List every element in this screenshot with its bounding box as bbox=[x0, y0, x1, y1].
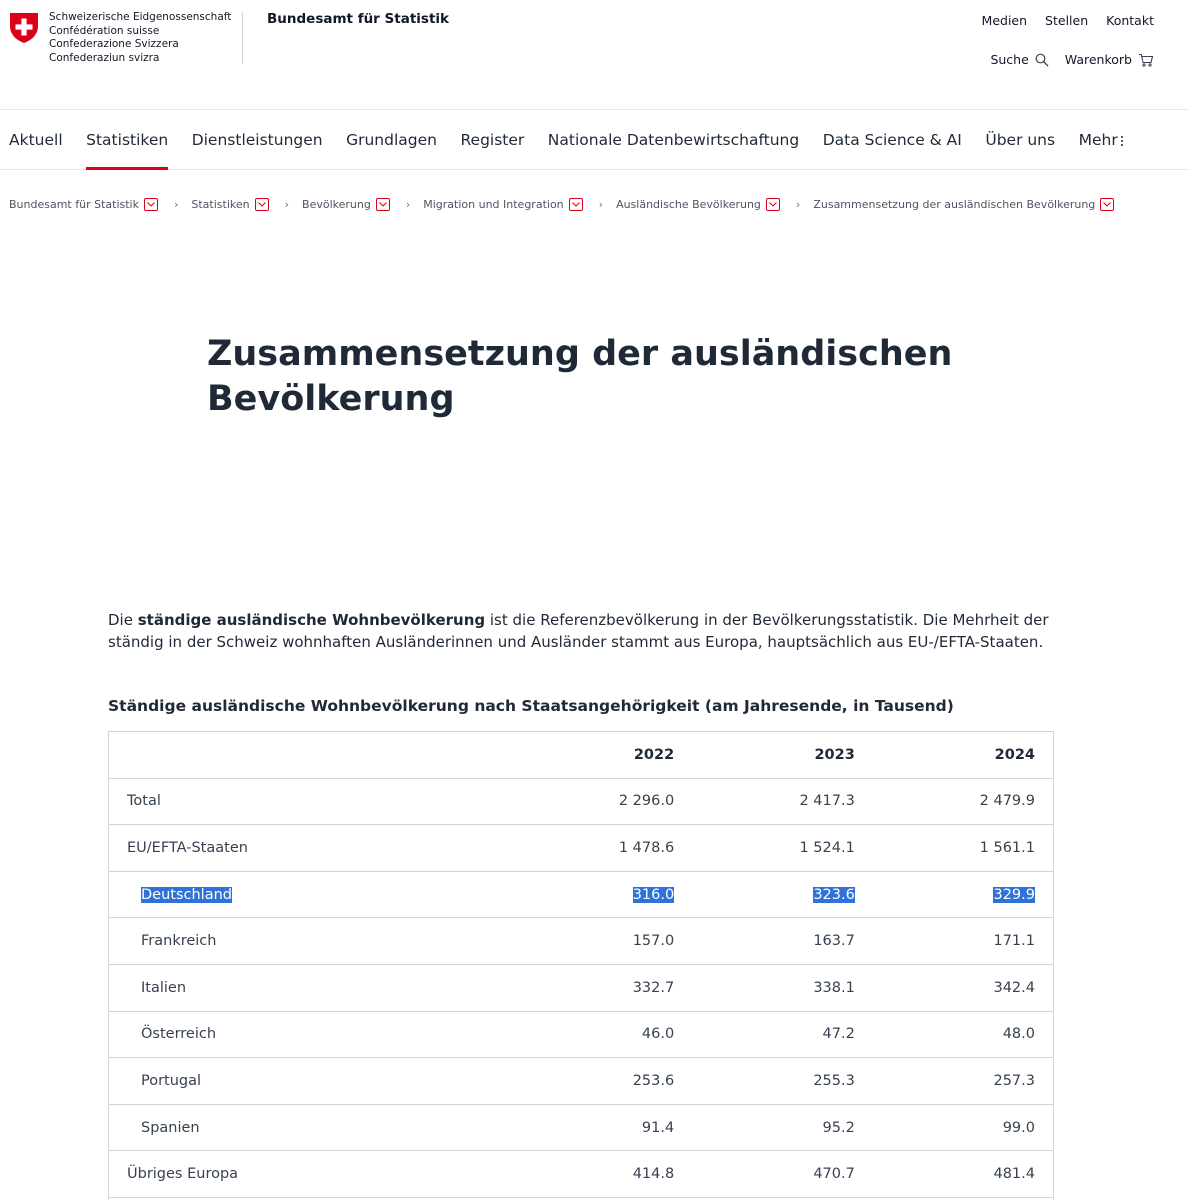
nav-item-dienstleistungen[interactable]: Dienstleistungen bbox=[191, 131, 323, 149]
row-label: Total bbox=[109, 778, 512, 825]
main-navigation bbox=[0, 110, 1189, 170]
chevron-down-icon[interactable] bbox=[1100, 198, 1114, 211]
nav-item-register[interactable]: Register bbox=[460, 131, 525, 149]
nav-item-grundlagen[interactable]: Grundlagen bbox=[346, 131, 437, 149]
cell-value: 47.2 bbox=[692, 1011, 873, 1058]
selected-text: Deutschland bbox=[141, 886, 232, 903]
cell-value: 163.7 bbox=[692, 918, 873, 965]
intro-paragraph bbox=[108, 609, 1058, 653]
table-title: Ständige ausländische Wohnbevölkerung nach Staatsangehörigkeit (am Jahresende, in Tausend) bbox=[108, 697, 954, 715]
row-label: Spanien bbox=[109, 1104, 512, 1151]
search-icon bbox=[1035, 53, 1049, 67]
breadcrumb-label: Bevölkerung bbox=[302, 198, 371, 211]
chevron-down-icon[interactable] bbox=[376, 198, 390, 211]
breadcrumb-label: Zusammensetzung der ausländischen Bevölkerung bbox=[813, 198, 1096, 211]
nav-item-aktuell[interactable]: Aktuell bbox=[9, 131, 63, 149]
table-row bbox=[109, 778, 1054, 825]
intro-bold-term: ständige ausländische Wohnbevölkerung bbox=[137, 611, 486, 629]
breadcrumb-item-statistiken[interactable] bbox=[191, 198, 268, 211]
breadcrumb-item-bfs[interactable] bbox=[9, 198, 158, 211]
chevron-right-icon: › bbox=[795, 198, 801, 211]
top-links bbox=[982, 13, 1154, 28]
table-row bbox=[109, 964, 1054, 1011]
row-label: EU/EFTA-Staaten bbox=[109, 825, 512, 872]
breadcrumb-label: Statistiken bbox=[191, 198, 250, 211]
table-row bbox=[109, 918, 1054, 965]
site-header bbox=[0, 0, 1189, 110]
cell-value: 414.8 bbox=[512, 1151, 693, 1198]
row-label: Übriges Europa bbox=[109, 1151, 512, 1198]
nav-item-nationale-datenbewirtschaftung[interactable]: Nationale Datenbewirtschaftung bbox=[547, 131, 800, 149]
breadcrumb-item-auslaendische-bevoelkerung[interactable] bbox=[616, 198, 780, 211]
cell-value: 342.4 bbox=[873, 964, 1054, 1011]
breadcrumb bbox=[9, 198, 1114, 211]
cell-value: 338.1 bbox=[692, 964, 873, 1011]
agency-name[interactable]: Bundesamt für Statistik bbox=[267, 11, 449, 27]
confederation-name-fr: Confédération suisse bbox=[49, 24, 160, 37]
breadcrumb-item-migration[interactable] bbox=[423, 198, 582, 211]
chevron-right-icon: › bbox=[405, 198, 411, 211]
search-label: Suche bbox=[990, 52, 1029, 67]
selected-text: 316.0 bbox=[632, 886, 675, 903]
cell-value: 1 561.1 bbox=[873, 825, 1054, 872]
chevron-down-icon[interactable] bbox=[766, 198, 780, 211]
cell-value-cell bbox=[512, 871, 693, 918]
table-header-empty bbox=[109, 732, 512, 779]
cell-value-cell bbox=[873, 871, 1054, 918]
cell-value: 481.4 bbox=[873, 1151, 1054, 1198]
confederation-name-de: Schweizerische Eidgenossenschaft bbox=[49, 11, 232, 23]
intro-text: ist die Referenzbevölkerung in der Bevölkerungsstatistik. Die Mehrheit der ständig in der Schweiz wohnhaften Ausländerinnen und Ausländer stammt aus Europa, hauptsächlich aus EU-/EFTA-Staaten. bbox=[108, 611, 1049, 651]
nav-item-statistiken[interactable]: Statistiken bbox=[86, 110, 168, 170]
cell-value: 332.7 bbox=[512, 964, 693, 1011]
table-header-2024: 2024 bbox=[873, 732, 1054, 779]
page-title-line-2: Bevölkerung bbox=[207, 379, 455, 419]
table-row bbox=[109, 1151, 1054, 1198]
table-row bbox=[109, 1011, 1054, 1058]
table-row-selected bbox=[109, 871, 1054, 918]
cell-value: 48.0 bbox=[873, 1011, 1054, 1058]
cell-value: 46.0 bbox=[512, 1011, 693, 1058]
chevron-right-icon: › bbox=[598, 198, 604, 211]
row-label: Frankreich bbox=[109, 918, 512, 965]
chevron-down-icon[interactable] bbox=[569, 198, 583, 211]
cell-value: 2 479.9 bbox=[873, 778, 1054, 825]
nav-item-data-science-ai[interactable]: Data Science & AI bbox=[822, 131, 962, 149]
swiss-coat-of-arms-icon[interactable] bbox=[9, 12, 39, 44]
nav-item-mehr[interactable] bbox=[1079, 110, 1124, 170]
header-divider bbox=[242, 12, 243, 64]
cell-value: 257.3 bbox=[873, 1058, 1054, 1105]
chevron-down-icon[interactable] bbox=[144, 198, 158, 211]
breadcrumb-label: Bundesamt für Statistik bbox=[9, 198, 139, 211]
cell-value: 255.3 bbox=[692, 1058, 873, 1105]
population-table bbox=[108, 731, 1054, 1198]
cell-value: 1 478.6 bbox=[512, 825, 693, 872]
nav-item-ueber-uns[interactable]: Über uns bbox=[985, 131, 1056, 149]
table-row bbox=[109, 1058, 1054, 1105]
breadcrumb-item-bevoelkerung[interactable] bbox=[302, 198, 390, 211]
search-button[interactable] bbox=[990, 52, 1048, 67]
selected-text: 323.6 bbox=[813, 886, 855, 903]
cell-value: 157.0 bbox=[512, 918, 693, 965]
utility-bar bbox=[990, 52, 1154, 67]
cell-value-cell bbox=[692, 871, 873, 918]
table-row bbox=[109, 825, 1054, 872]
confederation-name-rm: Confederaziun svizra bbox=[49, 51, 160, 64]
breadcrumb-label: Ausländische Bevölkerung bbox=[616, 198, 761, 211]
cart-label: Warenkorb bbox=[1064, 52, 1132, 67]
cell-value: 99.0 bbox=[873, 1104, 1054, 1151]
breadcrumb-label: Migration und Integration bbox=[423, 198, 564, 211]
table-header-2022: 2022 bbox=[512, 732, 693, 779]
media-link[interactable]: Medien bbox=[981, 13, 1028, 28]
cell-value: 2 417.3 bbox=[692, 778, 873, 825]
cell-value: 253.6 bbox=[512, 1058, 693, 1105]
table-header-row bbox=[109, 732, 1054, 779]
cell-value: 470.7 bbox=[692, 1151, 873, 1198]
nav-item-mehr-label: Mehr bbox=[1078, 131, 1118, 149]
cart-button[interactable] bbox=[1065, 52, 1154, 67]
cell-value: 2 296.0 bbox=[512, 778, 693, 825]
selected-text: 329.9 bbox=[993, 886, 1035, 903]
breadcrumb-item-current[interactable] bbox=[813, 198, 1114, 211]
cell-value: 95.2 bbox=[692, 1104, 873, 1151]
row-label: Österreich bbox=[109, 1011, 512, 1058]
row-label: Portugal bbox=[109, 1058, 512, 1105]
cell-value: 1 524.1 bbox=[692, 825, 873, 872]
row-label-cell bbox=[109, 871, 512, 918]
more-dots-icon bbox=[1121, 134, 1124, 148]
page-title bbox=[207, 332, 1027, 422]
confederation-name-it: Confederazione Svizzera bbox=[49, 38, 179, 50]
cell-value: 171.1 bbox=[873, 918, 1054, 965]
chevron-down-icon[interactable] bbox=[255, 198, 269, 211]
jobs-link[interactable]: Stellen bbox=[1045, 13, 1089, 28]
cell-value: 91.4 bbox=[512, 1104, 693, 1151]
page-title-line-1: Zusammensetzung der ausländischen bbox=[207, 334, 953, 374]
chevron-right-icon: › bbox=[173, 198, 179, 211]
table-header-2023: 2023 bbox=[692, 732, 873, 779]
row-label: Italien bbox=[109, 964, 512, 1011]
contact-link[interactable]: Kontakt bbox=[1106, 13, 1154, 28]
table-row bbox=[109, 1104, 1054, 1151]
intro-prefix: Die bbox=[108, 611, 138, 629]
confederation-names bbox=[49, 11, 231, 65]
cart-icon bbox=[1138, 53, 1154, 67]
chevron-right-icon: › bbox=[284, 198, 290, 211]
